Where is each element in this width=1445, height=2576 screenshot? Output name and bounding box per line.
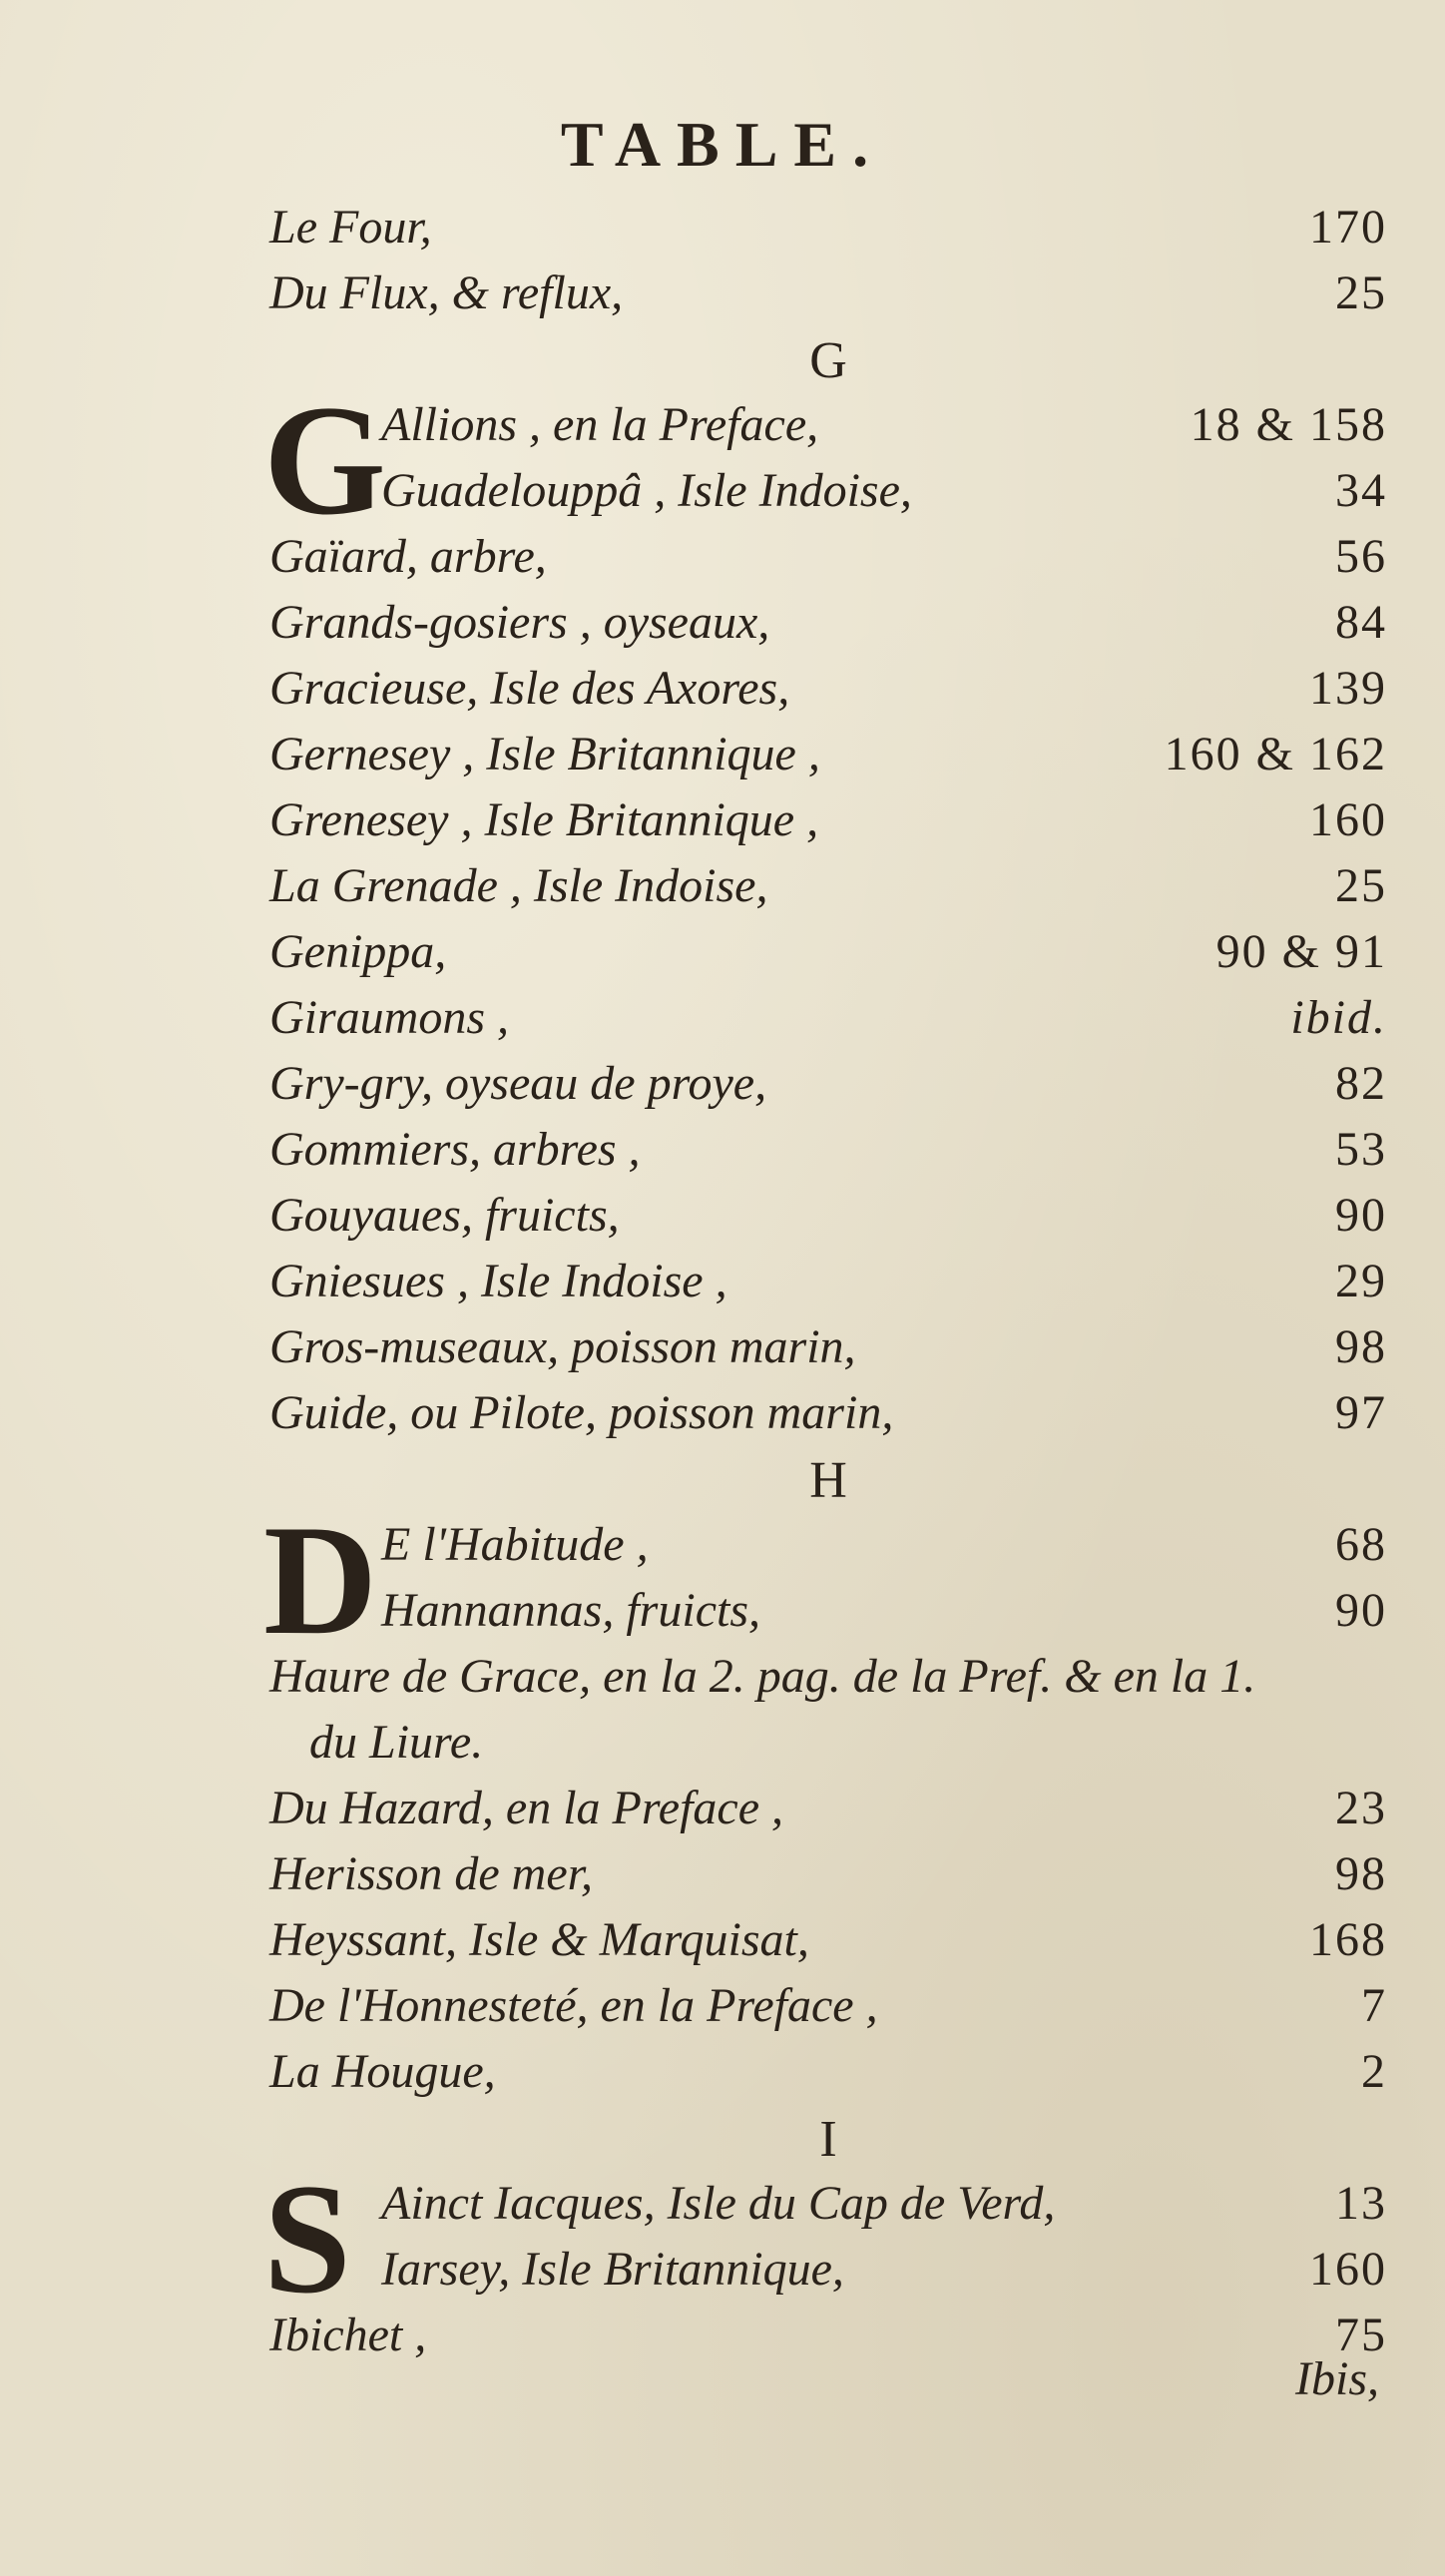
index-entry: Iarsey, Isle Britannique, 160: [381, 2243, 1387, 2296]
section-letter-g: G: [809, 332, 847, 389]
index-entry: Guide, ou Pilote, poisson marin, 97: [269, 1386, 1387, 1439]
index-entry: Hannannas, fruicts, 90: [381, 1584, 1387, 1637]
index-entry: Gommiers, arbres , 53: [269, 1123, 1387, 1176]
section-letter-h: H: [809, 1452, 847, 1509]
index-entry: Gernesey , Isle Britannique , 160 & 162: [269, 728, 1387, 780]
index-entry: E l'Habitude , 68: [381, 1518, 1387, 1571]
index-entry: Gros-museaux, poisson marin, 98: [269, 1320, 1387, 1373]
dropcap-group-i: [263, 2152, 1387, 2326]
catchword: Ibis,: [1295, 2352, 1379, 2405]
index-entry: Gniesues , Isle Indoise , 29: [269, 1255, 1387, 1307]
index-list: [263, 200, 1387, 2373]
index-entry: Du Flux, & reflux, 25: [269, 266, 1387, 319]
index-entry: Gry-gry, oyseau de proye, 82: [269, 1057, 1387, 1110]
index-entry: La Grenade , Isle Indoise, 25: [269, 859, 1387, 912]
index-entry-continuation: du Liure.: [309, 1716, 484, 1769]
index-entry: Ibichet , 75: [269, 2309, 1387, 2361]
index-entry: Du Hazard, en la Preface , 23: [269, 1782, 1387, 1834]
index-entry: Grands-gosiers , oyseaux, 84: [269, 596, 1387, 649]
index-entry: Giraumons , ibid.: [269, 991, 1387, 1044]
index-entry: Genippa, 90 & 91: [269, 925, 1387, 978]
index-entry: Gracieuse, Isle des Axores, 139: [269, 662, 1387, 715]
index-entry: Allions , en la Preface, 18 & 158: [381, 398, 1387, 451]
dropcap-g: G: [263, 373, 386, 548]
dropcap-group-h: [263, 1493, 1387, 1668]
index-entry: Herisson de mer, 98: [269, 1847, 1387, 1900]
dropcap-group-g: [263, 373, 1387, 548]
index-entry: Ainct Iacques, Isle du Cap de Verd, 13: [381, 2177, 1387, 2230]
dropcap-s: S: [263, 2152, 351, 2326]
index-entry: Grenesey , Isle Britannique , 160: [269, 793, 1387, 846]
page-title: TABLE.: [560, 109, 885, 180]
index-entry: Gouyaues, fruicts, 90: [269, 1189, 1387, 1242]
dropcap-d: D: [263, 1493, 378, 1668]
index-entry: Guadelouppâ , Isle Indoise, 34: [381, 464, 1387, 517]
index-entry: Le Four, 170: [269, 201, 1387, 254]
index-entry: Heyssant, Isle & Marquisat, 168: [269, 1913, 1387, 1966]
index-entry-long: Haure de Grace, en la 2. pag. de la Pref. & en la 1.: [269, 1650, 1256, 1703]
index-entry: Gaïard, arbre, 56: [269, 530, 1387, 583]
section-letter-i: I: [819, 2111, 837, 2168]
index-entry: De l'Honnesteté, en la Preface , 7: [269, 1979, 1387, 2032]
index-entry: La Hougue, 2: [269, 2045, 1387, 2098]
